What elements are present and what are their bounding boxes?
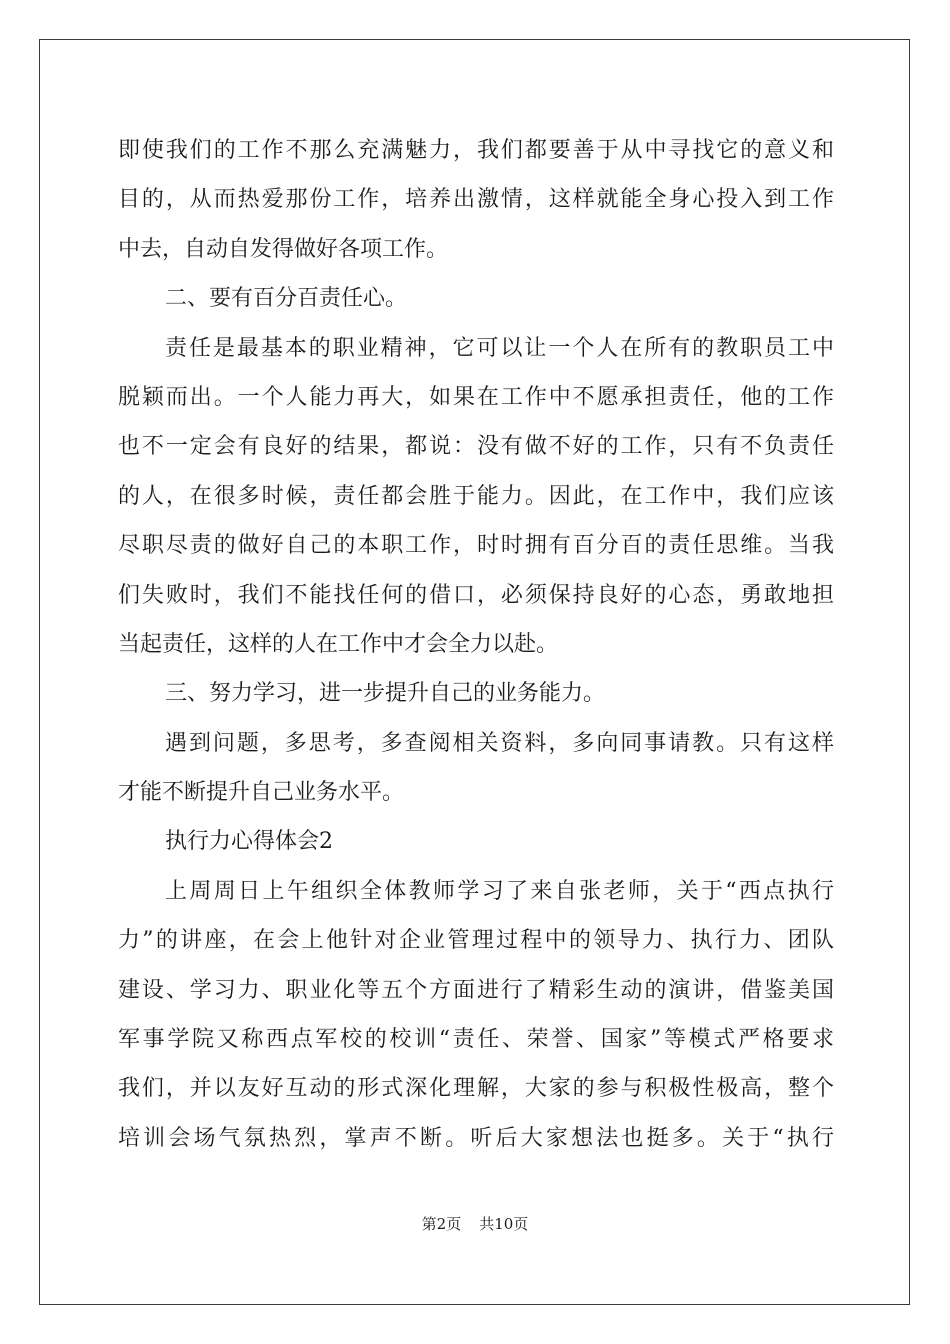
page-number: 第2页	[421, 1215, 462, 1233]
article-title: 执行力心得体会2	[165, 829, 333, 855]
page-total: 共10页	[479, 1215, 529, 1233]
text-line: 目的，从而热爱那份工作，培养出激情，这样就能全身心投入到工作	[118, 187, 834, 213]
document-body	[118, 126, 834, 1163]
text-line: 责任是最基本的职业精神，它可以让一个人在所有的教职员工中	[165, 335, 834, 361]
section-heading: 二、要有百分百责任心。	[165, 286, 408, 312]
text-line: 培训会场气氛热烈，掌声不断。听后大家想法也挺多。关于“执行	[118, 1125, 834, 1151]
text-line: 中去，自动自发得做好各项工作。	[118, 236, 449, 262]
text-line: 遇到问题，多思考，多查阅相关资料，多向同事请教。只有这样	[165, 730, 834, 756]
text-line: 尽职尽责的做好自己的本职工作，时时拥有百分百的责任思维。当我	[118, 533, 834, 559]
text-line: 脱颖而出。一个人能力再大，如果在工作中不愿承担责任，他的工作	[118, 384, 834, 410]
text-line: 即使我们的工作不那么充满魅力，我们都要善于从中寻找它的意义和	[118, 138, 834, 163]
text-line: 当起责任，这样的人在工作中才会全力以赴。	[118, 631, 559, 657]
text-line: 们失败时，我们不能找任何的借口，必须保持良好的心态，勇敢地担	[118, 582, 834, 608]
text-line: 才能不断提升自己业务水平。	[118, 780, 405, 806]
text-line: 的人，在很多时候，责任都会胜于能力。因此，在工作中，我们应该	[118, 483, 834, 509]
section-heading: 三、努力学习，进一步提升自己的业务能力。	[165, 681, 606, 707]
text-line: 也不一定会有良好的结果，都说：没有做不好的工作，只有不负责任	[118, 434, 834, 460]
text-line: 力”的讲座，在会上他针对企业管理过程中的领导力、执行力、团队	[118, 928, 834, 954]
page-footer	[0, 1213, 950, 1234]
text-line: 军事学院又称西点军校的校训“责任、荣誉、国家”等模式严格要求	[118, 1027, 834, 1053]
text-line: 上周周日上午组织全体教师学习了来自张老师，关于“西点执行	[165, 878, 834, 904]
text-line: 我们，并以友好互动的形式深化理解，大家的参与积极性极高，整个	[118, 1076, 834, 1102]
text-line: 建设、学习力、职业化等五个方面进行了精彩生动的演讲，借鉴美国	[118, 977, 834, 1003]
